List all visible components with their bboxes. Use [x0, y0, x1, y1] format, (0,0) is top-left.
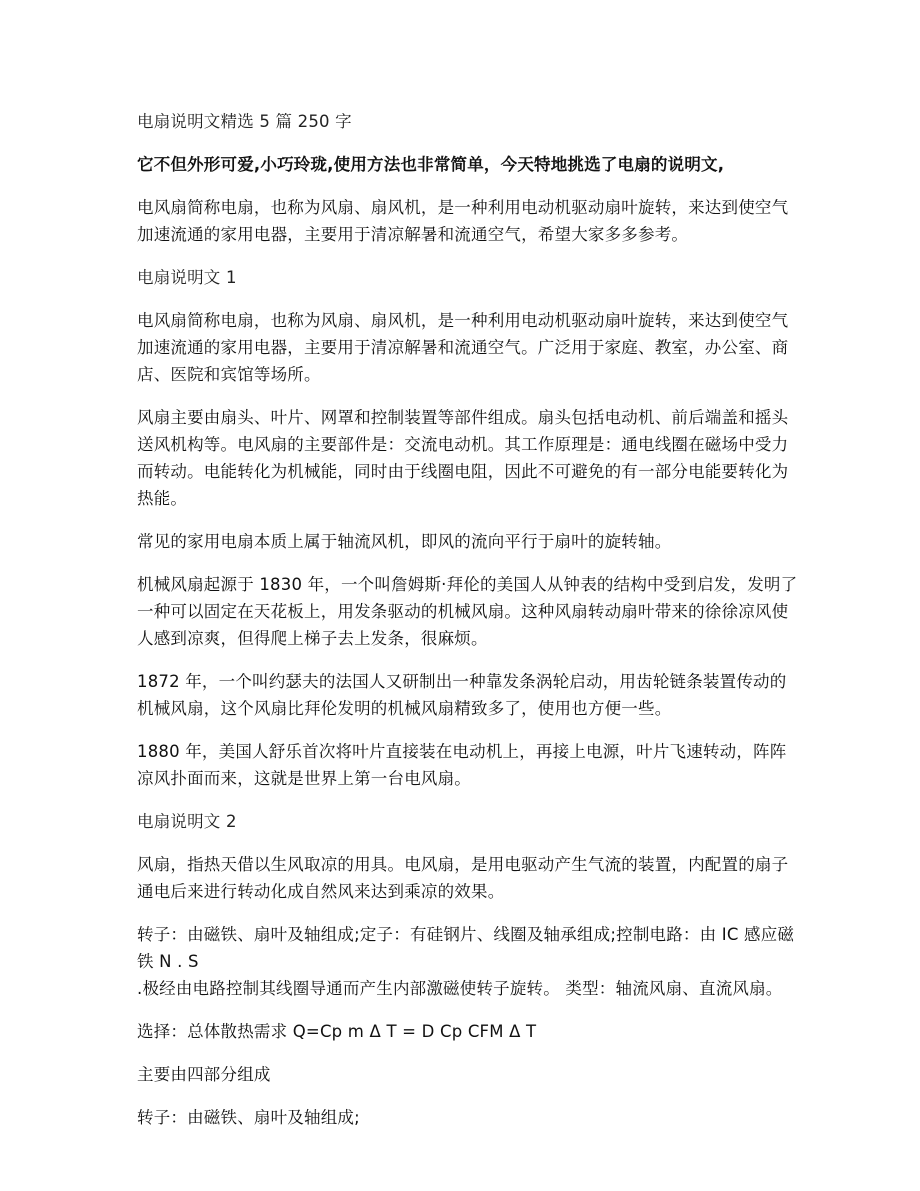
- text-line: 热能。: [137, 489, 188, 508]
- text-line: 凉风扑面而来，这就是世界上第一台电风扇。: [137, 769, 471, 788]
- body-paragraph: [137, 194, 797, 248]
- body-paragraph: [137, 851, 797, 905]
- text-line: 机械风扇起源于 1830 年，一个叫詹姆斯·拜伦的美国人从钟表的结构中受到启发，发明了: [137, 575, 798, 594]
- body-paragraph: [137, 571, 797, 652]
- text-line: .极经由电路控制其线圈导通而产生内部激磁使转子旋转。 类型：轴流风扇、直流风扇。: [137, 979, 783, 998]
- document-title: [137, 108, 797, 135]
- intro-paragraph: [137, 151, 797, 178]
- text-line: 电风扇简称电扇，也称为风扇、扇风机，是一种利用电动机驱动扇叶旋转，来达到使空气: [137, 311, 789, 330]
- text-line: 它不但外形可爱,小巧玲珑,使用方法也非常简单，今天特地挑选了电扇的说明文,: [137, 155, 725, 174]
- text-line: 1872 年，一个叫约瑟夫的法国人又研制出一种靠发条涡轮启动，用齿轮链条装置传动的: [137, 672, 787, 691]
- text-line: 电风扇简称电扇，也称为风扇、扇风机，是一种利用电动机驱动扇叶旋转，来达到使空气: [137, 198, 789, 217]
- text-line: 主要由四部分组成: [137, 1065, 271, 1084]
- text-line: 加速流通的家用电器，主要用于清凉解暑和流通空气，希望大家多多参考。: [137, 225, 689, 244]
- text-line: 一种可以固定在天花板上，用发条驱动的机械风扇。这种风扇转动扇叶带来的徐徐凉风使: [137, 602, 789, 621]
- text-line: 铁 N . S: [137, 952, 199, 971]
- section-heading: [137, 264, 797, 291]
- body-paragraph: [137, 738, 797, 792]
- text-line: 风扇，指热天借以生风取凉的用具。电风扇，是用电驱动产生气流的装置，内配置的扇子: [137, 855, 789, 874]
- body-paragraph: [137, 1061, 797, 1088]
- text-line: 转子：由磁铁、扇叶及轴组成;定子：有硅钢片、线圈及轴承组成;控制电路：由 IC 感应磁: [137, 925, 795, 944]
- section-heading: [137, 808, 797, 835]
- text-line: 人感到凉爽，但得爬上梯子去上发条，很麻烦。: [137, 629, 488, 648]
- text-line: 风扇主要由扇头、叶片、网罩和控制装置等部件组成。扇头包括电动机、前后端盖和摇头: [137, 408, 789, 427]
- text-line: 转子：由磁铁、扇叶及轴组成;: [137, 1108, 360, 1127]
- text-line: 常见的家用电扇本质上属于轴流风机，即风的流向平行于扇叶的旋转轴。: [137, 532, 672, 551]
- text-line: 机械风扇，这个风扇比拜伦发明的机械风扇精致多了，使用也方便一些。: [137, 699, 672, 718]
- text-line: 送风机构等。电风扇的主要部件是：交流电动机。其工作原理是：通电线圈在磁场中受力: [137, 435, 789, 454]
- text-line: 电扇说明文精选 5 篇 250 字: [137, 112, 352, 131]
- text-line: 加速流通的家用电器，主要用于清凉解暑和流通空气。广泛用于家庭、教室，办公室、商: [137, 338, 789, 357]
- body-paragraph: [137, 1018, 797, 1045]
- body-paragraph: [137, 307, 797, 388]
- text-line: 1880 年，美国人舒乐首次将叶片直接装在电动机上，再接上电源，叶片飞速转动，阵阵: [137, 742, 787, 761]
- text-line: 通电后来进行转动化成自然风来达到乘凉的效果。: [137, 882, 505, 901]
- body-paragraph: [137, 1104, 797, 1131]
- body-paragraph: [137, 668, 797, 722]
- text-line: 而转动。电能转化为机械能，同时由于线圈电阻，因此不可避免的有一部分电能要转化为: [137, 462, 789, 481]
- text-line: 店、医院和宾馆等场所。: [137, 365, 321, 384]
- text-line: 电扇说明文 2: [137, 812, 237, 831]
- body-paragraph: [137, 528, 797, 555]
- text-line: 电扇说明文 1: [137, 268, 237, 287]
- text-line: 选择：总体散热需求 Q=Cp m Δ T = D Cp CFM Δ T: [137, 1022, 537, 1041]
- body-paragraph: [137, 921, 797, 1002]
- document-page: [137, 108, 797, 1147]
- body-paragraph: [137, 404, 797, 512]
